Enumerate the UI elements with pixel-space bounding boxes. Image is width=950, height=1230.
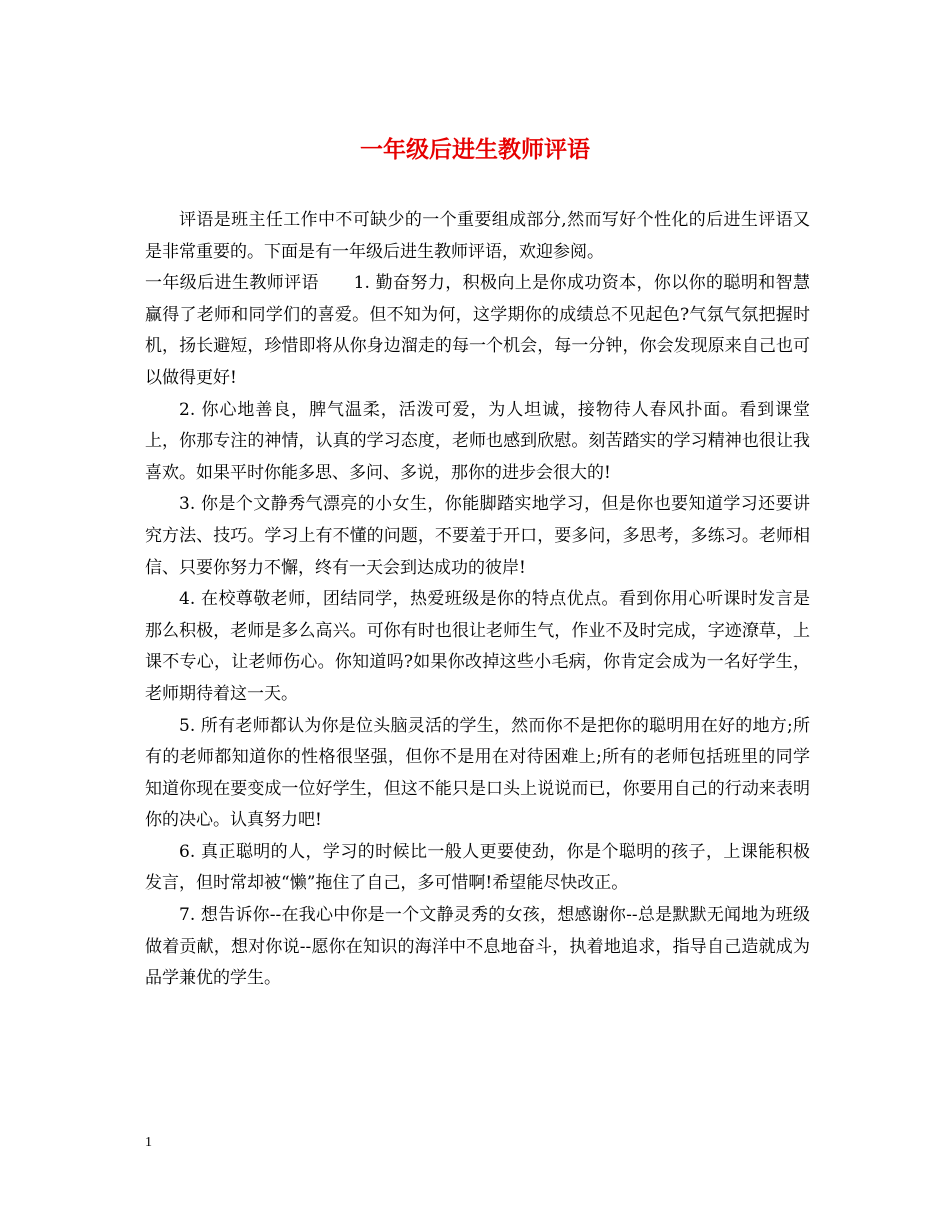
paragraph-comment-7: 7. 想告诉你--在我心中你是一个文静灵秀的女孩，想感谢你--总是默默无闻地为班级做着贡献，想对你说--愿你在知识的海洋中不息地奋斗，执着地追求，指导自己造就成为品学兼优的学生。: [145, 905, 810, 989]
document-body: [145, 205, 810, 995]
document-title: 一年级后进生教师评语: [360, 136, 590, 163]
paragraph-comment-3: 3. 你是个文静秀气漂亮的小女生，你能脚踏实地学习，但是你也要知道学习还要讲究方法、技巧。学习上有不懂的问题，不要羞于开口，要多问，多思考，多练习。老师相信、只要你努力不懈，终有一天会到达成功的彼岸!: [145, 494, 810, 578]
paragraph-comment-1: 一年级后进生教师评语 1. 勤奋努力，积极向上是你成功资本，你以你的聪明和智慧赢得了老师和同学们的喜爱。但不知为何，这学期你的成绩总不见起色?气氛气氛把握时机，扬长避短，珍惜即将从你身边溜走的每一个机会，每一分钟，你会发现原来自己也可以做得更好!: [145, 273, 810, 388]
paragraph-comment-6: 6. 真正聪明的人，学习的时候比一般人更要使劲，你是个聪明的孩子，上课能积极发言，但时常却被“懒”拖住了自己，多可惜啊!希望能尽快改正。: [145, 841, 810, 894]
page-number: 1: [145, 1135, 152, 1150]
paragraph-comment-5: 5. 所有老师都认为你是位头脑灵活的学生，然而你不是把你的聪明用在好的地方;所有的老师都知道你的性格很坚强，但你不是用在对待困难上;所有的老师包括班里的同学知道你现在要变成一位好学生，但这不能只是口头上说说而已，你要用自己的行动来表明你的决心。认真努力吧!: [145, 715, 810, 831]
paragraph-comment-2: 2. 你心地善良，脾气温柔，活泼可爱，为人坦诚，接物待人春风扑面。看到课堂上，你那专注的神情，认真的学习态度，老师也感到欣慰。刻苦踏实的学习精神也很让我喜欢。如果平时你能多思、多问、多说，那你的进步会很大的!: [145, 399, 810, 483]
paragraph-intro: 评语是班主任工作中不可缺少的一个重要组成部分,然而写好个性化的后进生评语又是非常重要的。下面是有一年级后进生教师评语，欢迎参阅。: [145, 210, 810, 262]
paragraph-comment-4: 4. 在校尊敬老师，团结同学，热爱班级是你的特点优点。看到你用心听课时发言是那么积极，老师是多么高兴。可你有时也很让老师生气，作业不及时完成，字迹潦草，上课不专心，让老师伤心。你知道吗?如果你改掉这些小毛病，你肯定会成为一名好学生，老师期待着这一天。: [145, 589, 810, 704]
